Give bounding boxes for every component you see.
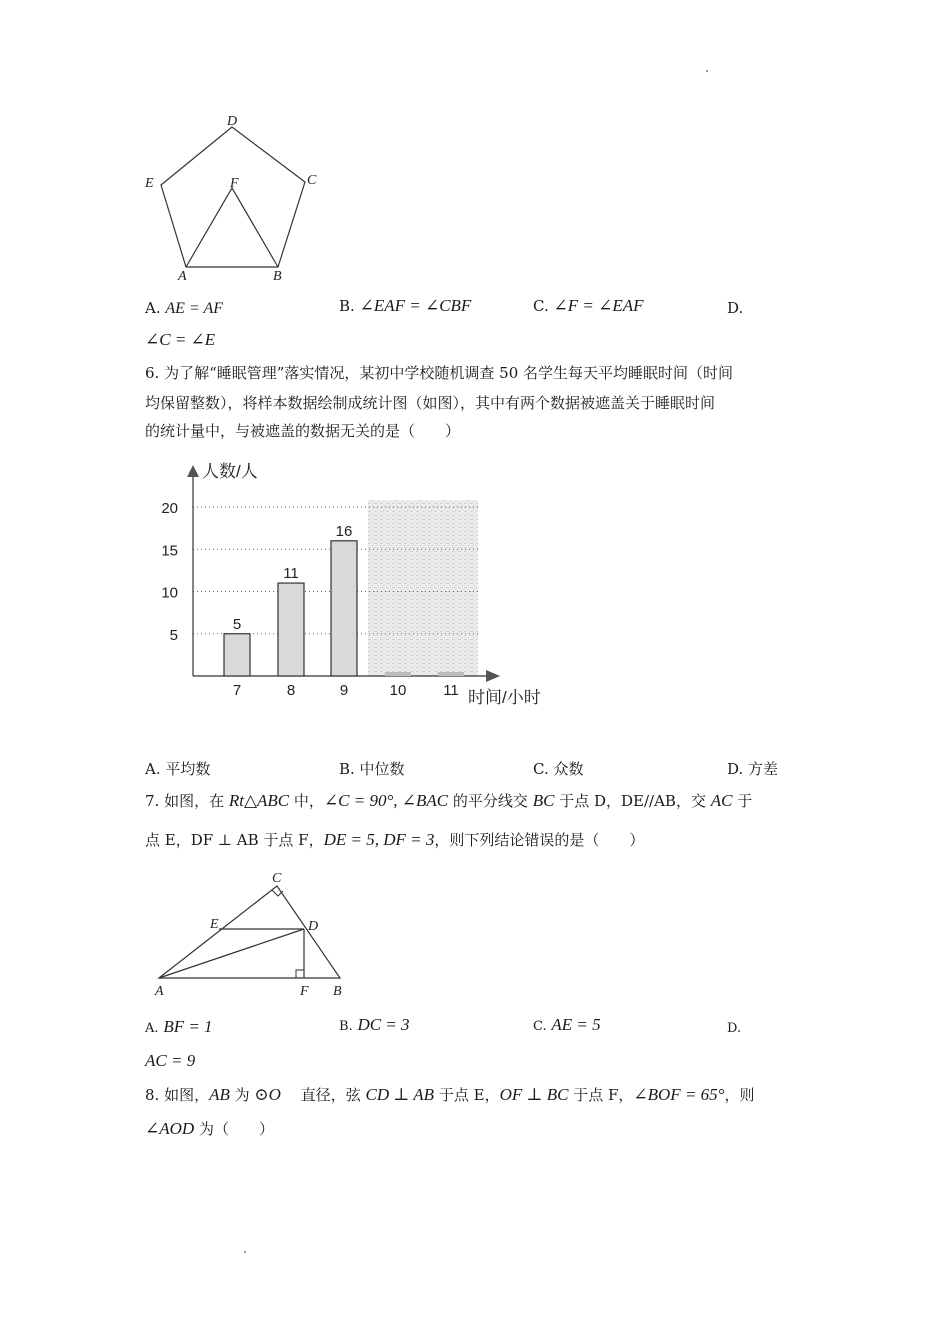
q7-math: AC (710, 791, 733, 810)
label-E: E (145, 176, 154, 191)
q7-option-b[interactable] (339, 1014, 410, 1038)
x-tick-label: 11 (443, 682, 459, 699)
q7-option-c[interactable] (533, 1014, 601, 1038)
q7-triangle-figure (150, 868, 360, 1003)
q7-line-1 (145, 790, 752, 812)
q8-line-2 (145, 1118, 274, 1140)
segment-ad (159, 929, 304, 978)
option-text: ∠C = ∠E (145, 330, 216, 349)
y-axis-arrow (187, 465, 199, 477)
label-E: E (210, 917, 219, 932)
q6-option-d[interactable]: D. 方差 (727, 760, 779, 778)
q7-math: ∠C = 90°, ∠BAC (323, 791, 449, 810)
option-text: DC = 3 (357, 1015, 410, 1034)
option-letter: A. (145, 1021, 159, 1036)
q8-text: 为（ ） (194, 1120, 274, 1138)
q8-math: CD ⊥ AB (365, 1085, 435, 1104)
option-letter: B. (339, 297, 355, 315)
label-A: A (155, 984, 164, 999)
label-F: F (230, 176, 239, 191)
q5-option-a[interactable] (145, 297, 223, 320)
q6-line-3: 的统计量中，与被遮盖的数据无关的是（ ） (145, 422, 461, 440)
q8-math: ⊙O (254, 1085, 281, 1104)
obscured-area (368, 500, 478, 676)
x-axis-label: 时间/小时 (468, 688, 541, 707)
q7-text: 的平分线交 (448, 792, 533, 810)
speck (244, 1251, 246, 1253)
x-axis-arrow (486, 670, 500, 682)
q7-option-d[interactable] (727, 1016, 741, 1040)
y-tick-label: 10 (161, 584, 178, 602)
bar (224, 634, 250, 676)
option-letter: C. (533, 297, 549, 315)
q7-math: DE = 5, DF = 3 (323, 830, 435, 849)
option-letter: B. (339, 1019, 353, 1034)
q5-pentagon-figure (140, 110, 330, 290)
q8-text: 8. 如图， (145, 1086, 210, 1104)
q7-text: ，则下列结论错误的是（ ） (434, 831, 645, 849)
q8-text: 于点 F， (568, 1086, 634, 1104)
q6-option-a[interactable]: A. 平均数 (145, 760, 211, 778)
q7-text: 中， (289, 792, 324, 810)
q5-option-d-text (145, 329, 215, 351)
q6-line-1: 6. 为了解“睡眠管理”落实情况，某初中学校随机调查 50 名学生每天平均睡眠时间（时间 (145, 364, 734, 382)
speck (706, 70, 708, 72)
q8-text: 于点 E， (434, 1086, 500, 1104)
q7-text: 于 (732, 792, 753, 810)
q6-option-c[interactable]: C. 众数 (533, 760, 584, 778)
x-tick-label: 7 (232, 682, 242, 699)
q6-option-b[interactable]: B. 中位数 (339, 760, 405, 778)
q8-text: 直径，弦 (280, 1086, 366, 1104)
option-letter: A. (145, 299, 161, 317)
label-C: C (307, 173, 317, 188)
option-text: BF = 1 (163, 1017, 213, 1036)
q8-math: AB (209, 1085, 230, 1104)
q8-math: ∠AOD (145, 1119, 195, 1138)
bar-data-label: 5 (232, 615, 242, 633)
q8-math: OF ⊥ BC (499, 1085, 569, 1104)
label-A: A (178, 269, 187, 284)
q7-option-d-text (145, 1050, 195, 1072)
q7-text: 于点 D，DE//AB，交 (554, 792, 711, 810)
obscured-bar-stub (385, 672, 411, 676)
y-tick-label: 20 (161, 500, 178, 517)
bar-data-label: 11 (283, 565, 299, 583)
bar (278, 583, 304, 676)
label-C: C (272, 871, 282, 886)
right-angle-mark-c (272, 890, 283, 896)
q7-line-2 (145, 829, 644, 851)
option-letter: D. (727, 299, 744, 317)
x-tick-label: 8 (286, 682, 296, 699)
q5-option-b[interactable] (339, 295, 471, 317)
q5-option-d[interactable] (727, 297, 743, 319)
q8-line-1 (145, 1084, 754, 1106)
q7-text: 7. 如图，在 (145, 792, 229, 810)
y-axis-label: 人数/人 (202, 462, 258, 481)
q7-text: 点 E，DF ⊥ AB 于点 F， (145, 831, 324, 849)
q7-math: Rt△ABC (228, 791, 290, 810)
option-letter: C. (533, 1019, 547, 1034)
option-letter: D. (727, 1021, 742, 1036)
label-D: D (308, 919, 319, 934)
x-tick-label: 9 (339, 682, 349, 699)
q7-math: BC (532, 791, 555, 810)
y-tick-label: 15 (161, 542, 178, 560)
option-text: ∠F = ∠EAF (553, 296, 644, 315)
label-B: B (273, 269, 282, 284)
label-F: F (300, 984, 309, 999)
option-text: AC = 9 (145, 1051, 196, 1070)
x-tick-label: 10 (389, 682, 407, 699)
pentagon-shape (161, 127, 305, 267)
triangle-abf (186, 188, 278, 267)
right-angle-mark-f (296, 970, 304, 978)
q8-math: ∠BOF = 65° (633, 1085, 725, 1104)
q6-line-2: 均保留整数），将样本数据绘制成统计图（如图），其中有两个数据被遮盖关于睡眠时间 (145, 394, 716, 412)
label-D: D (227, 114, 238, 129)
y-tick-label: 5 (169, 626, 178, 644)
obscured-bar-stub (438, 672, 464, 676)
q8-text: ，则 (724, 1086, 755, 1104)
q5-option-c[interactable] (533, 295, 644, 317)
bar (331, 541, 357, 676)
q8-text: 为 (229, 1086, 255, 1104)
label-B: B (333, 984, 342, 999)
option-text: ∠EAF = ∠CBF (359, 296, 472, 315)
q7-option-a[interactable] (145, 1016, 213, 1040)
option-text: AE = AF (165, 300, 223, 317)
option-text: AE = 5 (551, 1015, 601, 1034)
q6-bar-chart (140, 455, 560, 715)
bar-data-label: 16 (335, 522, 353, 540)
